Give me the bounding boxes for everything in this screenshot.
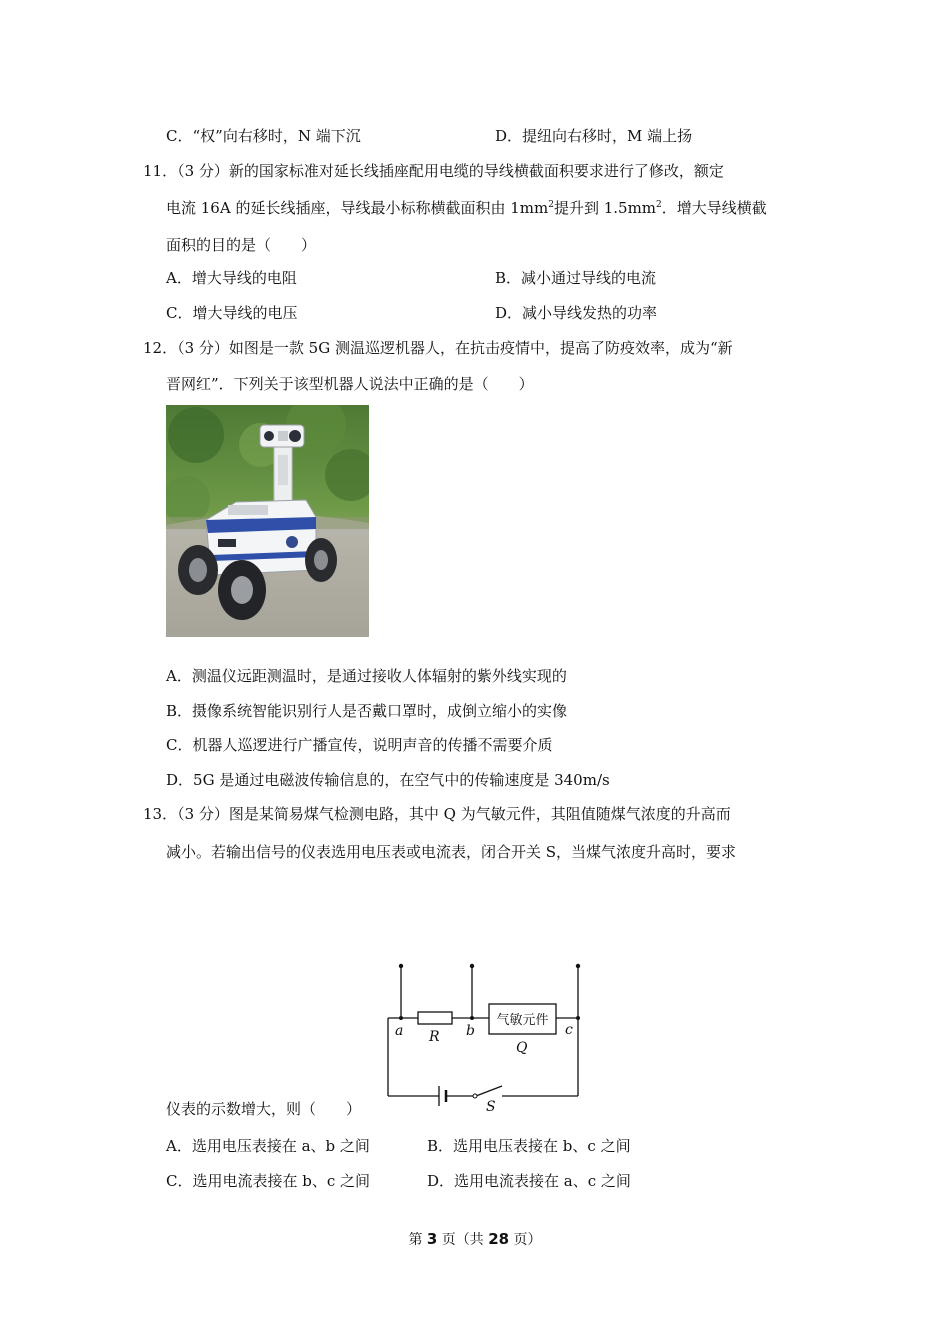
sensor-text: 气敏元件 (496, 1013, 549, 1028)
label-c: c (565, 1022, 573, 1038)
q13-stem-line1: 13．（3 分）图是某简易煤气检测电路，其中 Q 为气敏元件，其阻值随煤气浓度的升高而 (143, 805, 731, 823)
label-r: R (429, 1029, 440, 1045)
q12-option-c: C．机器人巡逻进行广播宣传，说明声音的传播不需要介质 (166, 736, 553, 754)
page-footer: 第 3 页（共 28 页） (408, 1230, 542, 1248)
robot-photo (166, 405, 369, 637)
q13-stem-line2: 减小。若输出信号的仪表选用电压表或电流表，闭合开关 S，当煤气浓度升高时，要求 (166, 843, 737, 861)
terminal-dot (470, 964, 474, 968)
label-s: S (486, 1099, 496, 1115)
q12-option-a: A．测温仪远距测温时，是通过接收人体辐射的紫外线实现的 (166, 667, 567, 685)
q13-option-d: D．选用电流表接在 a、c 之间 (427, 1172, 631, 1190)
q10-option-c: C．“权”向右移时，N 端下沉 (166, 127, 361, 145)
q11-option-a: A．增大导线的电阻 (166, 269, 297, 287)
page-total: 28 (488, 1230, 510, 1248)
q13-stem-line3: 仪表的示数增大，则（ ） (166, 1100, 362, 1118)
resistor-r (418, 1012, 452, 1024)
q12-option-d: D．5G 是通过电磁波传输信息的，在空气中的传输速度是 340m/s (166, 771, 610, 789)
q11-stem-line1: 11．（3 分）新的国家标准对延长线插座配用电缆的导线横截面积要求进行了修改，额定 (143, 162, 724, 180)
q13-option-b: B．选用电压表接在 b、c 之间 (427, 1137, 631, 1155)
terminal-dot (576, 964, 580, 968)
q12-option-b: B．摄像系统智能识别行人是否戴口罩时，成倒立缩小的实像 (166, 702, 568, 720)
q12-stem-line2: 晋网红”．下列关于该型机器人说法中正确的是（ ） (166, 375, 534, 393)
q13-option-a: A．选用电压表接在 a、b 之间 (166, 1137, 370, 1155)
q12-stem-line1: 12．（3 分）如图是一款 5G 测温巡逻机器人，在抗击疫情中，提高了防疫效率，成为“新 (143, 339, 733, 357)
q11-option-d: D．减小导线发热的功率 (495, 304, 658, 322)
terminal-dot (399, 964, 403, 968)
circuit-diagram (378, 958, 598, 1118)
q11-option-c: C．增大导线的电压 (166, 304, 298, 322)
label-a: a (395, 1023, 404, 1039)
q11-stem-line3: 面积的目的是（ ） (166, 236, 317, 254)
q10-option-d: D．提纽向右移时，M 端上扬 (495, 127, 693, 145)
q11-option-b: B．减小通过导线的电流 (495, 269, 657, 287)
page-number: 3 (426, 1230, 438, 1248)
q13-option-c: C．选用电流表接在 b、c 之间 (166, 1172, 371, 1190)
label-q: Q (516, 1040, 528, 1056)
q11-stem-line2: 电流 16A 的延长线插座，导线最小标称横截面积由 $1mm^2$提升到 $1.5mm^2$．增大导线横截 (166, 199, 767, 217)
label-b: b (466, 1023, 475, 1039)
switch-s (476, 1086, 502, 1096)
